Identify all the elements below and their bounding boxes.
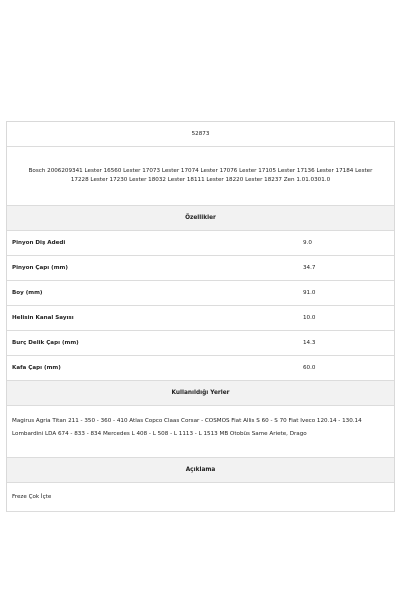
spec-value: 9.0: [303, 239, 312, 246]
product-code: 52873: [191, 130, 210, 137]
spec-label: Boy (mm): [12, 289, 43, 296]
spec-label: Pinyon Diş Adedi: [12, 239, 66, 246]
usage-header-row: [7, 381, 394, 406]
oem-references: Bosch 2006209341 Lester 16560 Lester 17073 Lester 17074 Lester 17076 Lester 17105 Lester 17136 Lester 17184 Lester 17228 Lester 17230 Lester 18032 Lester 18111 Lester 18220 Lester 18237 Zen 1.01.0301.0: [28, 168, 373, 183]
oem-references-row: [7, 147, 394, 206]
spec-value: 34.7: [303, 264, 316, 271]
spec-label: Pinyon Çapı (mm): [12, 264, 68, 271]
product-info-table: [6, 121, 395, 512]
spec-value: 10.0: [303, 314, 316, 321]
spec-label: Kafa Çapı (mm): [12, 364, 61, 371]
specs-header-row: [7, 206, 394, 231]
usage-row: [7, 406, 394, 458]
product-code-row: [7, 122, 394, 147]
notes-header-row: [7, 458, 394, 483]
spec-label: Helisin Kanal Sayısı: [12, 314, 74, 321]
usage-header: Kullanıldığı Yerler: [171, 389, 230, 396]
spec-row: [7, 306, 394, 331]
spec-row: [7, 231, 394, 256]
spec-value: 14.3: [303, 339, 316, 346]
usage-text: Magirus Agria Titan 211 - 350 - 360 - 410 Atlas Copco Claas Corsar - COSMOS Fiat Allis S 60 - S 70 Fiat Iveco 120.14 - 130.14 Lombardini LDA 674 - 833 - 834 Mercedes L 408 - L 508 - L 1113 - L 1513 MB Otobüs Same Ariete, Drago: [12, 418, 362, 437]
notes-text: Freze Çok İçte: [12, 493, 52, 500]
spec-value: 91.0: [303, 289, 316, 296]
notes-header: Açıklama: [185, 466, 216, 473]
spec-row: [7, 256, 394, 281]
spec-row: [7, 281, 394, 306]
spec-row: [7, 356, 394, 381]
notes-row: [7, 483, 394, 512]
spec-label: Burç Delik Çapı (mm): [12, 339, 79, 346]
spec-value: 60.0: [303, 364, 316, 371]
spec-row: [7, 331, 394, 356]
specs-header: Özellikler: [185, 214, 216, 221]
